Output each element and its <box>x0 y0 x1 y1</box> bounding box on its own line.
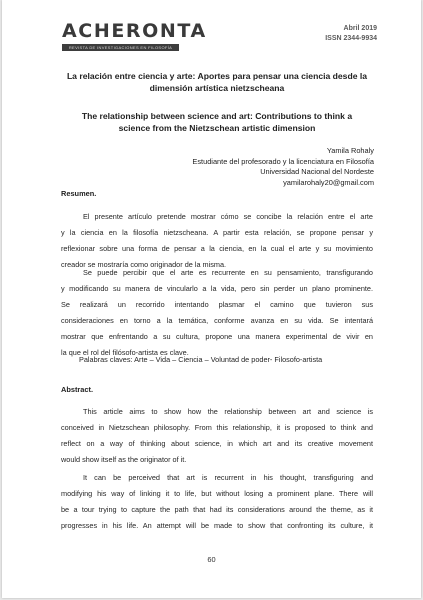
text-line: y modificando su manera de vincularlo a la vida, pero sin perder un plano prominente. <box>61 283 373 293</box>
text-line: This article aims to show how the relationship between art and science is <box>83 407 373 416</box>
document-page <box>2 0 421 598</box>
author-block <box>192 146 374 188</box>
title-english <box>56 110 378 134</box>
text-line: mostrar que enfrentando a su cultura, propone una manera experimental de vivir en <box>61 331 373 341</box>
author-name: Yamila Rohaly <box>326 146 374 155</box>
title-line: La relación entre ciencia y arte: Aportes para pensar una ciencia desde la <box>66 71 368 81</box>
title-line: The relationship between science and art: Contributions to think a <box>81 111 353 121</box>
issue-issn: ISSN 2344-9934 <box>325 35 377 42</box>
title-line: science from the Nietzschean artistic dimension <box>118 123 316 133</box>
resumen-paragraph-1 <box>61 209 373 273</box>
author-role: Estudiante del profesorado y la licenciatura en Filosofía <box>192 156 374 166</box>
resumen-paragraph-2 <box>61 265 373 360</box>
abstract-paragraph-2 <box>61 470 373 534</box>
text-line: Se puede percibir que el arte es recurrente en su pensamiento, transfigurando <box>83 268 373 277</box>
title-spanish <box>56 70 378 94</box>
text-line: conceived in Nietzschean philosophy. From this relationship, it is proposed to think and <box>61 422 373 432</box>
text-line: be a tour trying to capture the path that had its considerations around the theme, as it <box>61 504 373 514</box>
issue-date: Abril 2019 <box>343 25 377 32</box>
author-email[interactable]: yamilarohaly20@gmail.com <box>283 177 374 187</box>
author-institution: Universidad Nacional del Nordeste <box>260 167 374 176</box>
text-line: creador se mostraría como originador de la misma. <box>61 259 227 269</box>
text-line: progresses in his life. An attempt will be made to show that confronting its culture, it <box>61 520 373 530</box>
text-line: y la ciencia en la filosofía nietzscheana. A partir esta relación, se propone pensar y <box>61 227 373 237</box>
text-line: It can be perceived that art is recurrent in his thought, transfiguring and <box>83 473 373 482</box>
journal-logo <box>62 19 207 52</box>
text-line: reflexionar sobre una forma de pensar a la ciencia, en la cual el arte y su movimiento <box>61 243 373 253</box>
text-line: reflect on a way of thinking about science, in which art and its creative movement <box>61 438 373 448</box>
keywords: Palabras claves: Arte – Vida – Ciencia – Voluntad de poder- Filosofo-artista <box>79 355 323 364</box>
issue-info <box>325 24 377 44</box>
text-line: consideraciones en torno a la temática, conforme avanza en su vida. Se intentará <box>61 315 373 325</box>
logo-wordmark: ACHERONTA <box>62 20 207 42</box>
text-line: Se realizará un recorrido intentando plasmar el camino que tuvieron sus <box>61 299 373 309</box>
logo-tagline: REVISTA DE INVESTIGACIONES EN FILOSOFÍA <box>62 44 179 51</box>
text-line: would show itself as the originator of it. <box>61 454 187 464</box>
page-number: 60 <box>207 555 216 564</box>
resumen-heading: Resumen. <box>61 189 97 198</box>
abstract-paragraph-1 <box>61 404 373 468</box>
text-line: la que el rol del filósofo-artista es clave. <box>61 347 189 357</box>
text-line: modifying his way of linking it to life, but without losing a prominent plane. There will <box>61 488 373 498</box>
text-line: El presente artículo pretende mostrar cómo se concibe la relación entre el arte <box>83 212 373 221</box>
title-line: dimensión artística nietzscheana <box>149 83 285 93</box>
abstract-heading: Abstract. <box>61 385 94 394</box>
